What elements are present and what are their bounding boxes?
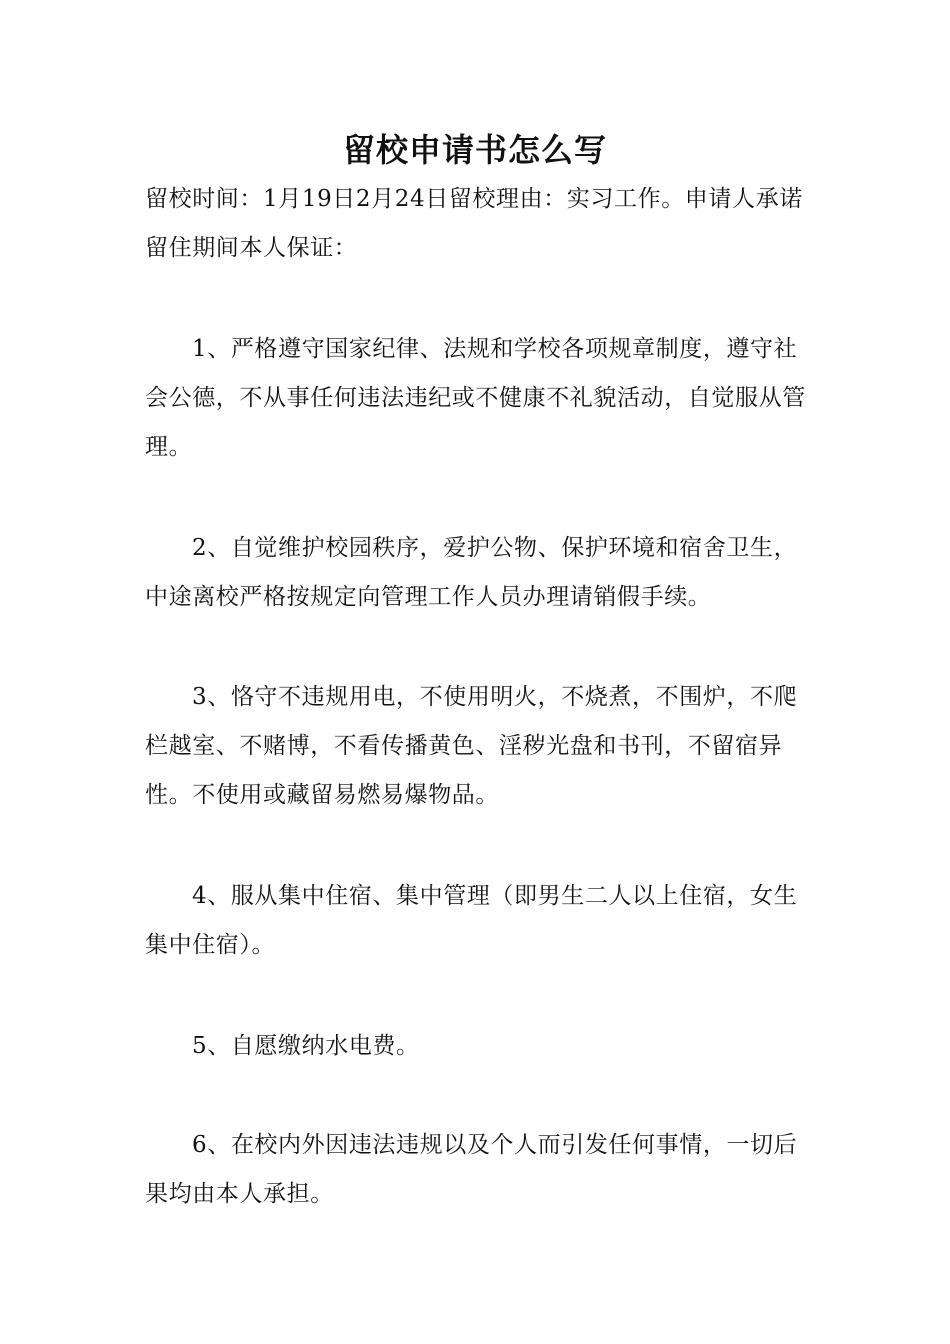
intro-paragraph: 留校时间：1月19日2月24日留校理由：实习工作。申请人承诺留住期间本人保证：: [145, 186, 803, 261]
list-item: 5、自愿缴纳水电费。: [192, 1033, 420, 1059]
list-item: 4、服从集中住宿、集中管理（即男生二人以上住宿，女生集中住宿）。: [145, 883, 798, 958]
list-item: 1、严格遵守国家纪律、法规和学校各项规章制度，遵守社会公德，不从事任何违法违纪或不健康不礼貌活动，自觉服从管理。: [145, 336, 806, 460]
list-item: 6、在校内外因违法违规以及个人而引发任何事情，一切后果均由本人承担。: [145, 1132, 798, 1207]
list-item: 2、自觉维护校园秩序，爱护公物、保护环境和宿舍卫生，中途离校严格按规定向管理工作人员办理请销假手续。: [145, 535, 798, 610]
list-item: 3、恪守不违规用电，不使用明火，不烧煮，不围炉，不爬栏越室、不赌博，不看传播黄色、淫秽光盘和书刊，不留宿异性。不使用或藏留易燃易爆物品。: [145, 684, 798, 808]
document-title: 留校申请书怎么写: [342, 131, 607, 169]
